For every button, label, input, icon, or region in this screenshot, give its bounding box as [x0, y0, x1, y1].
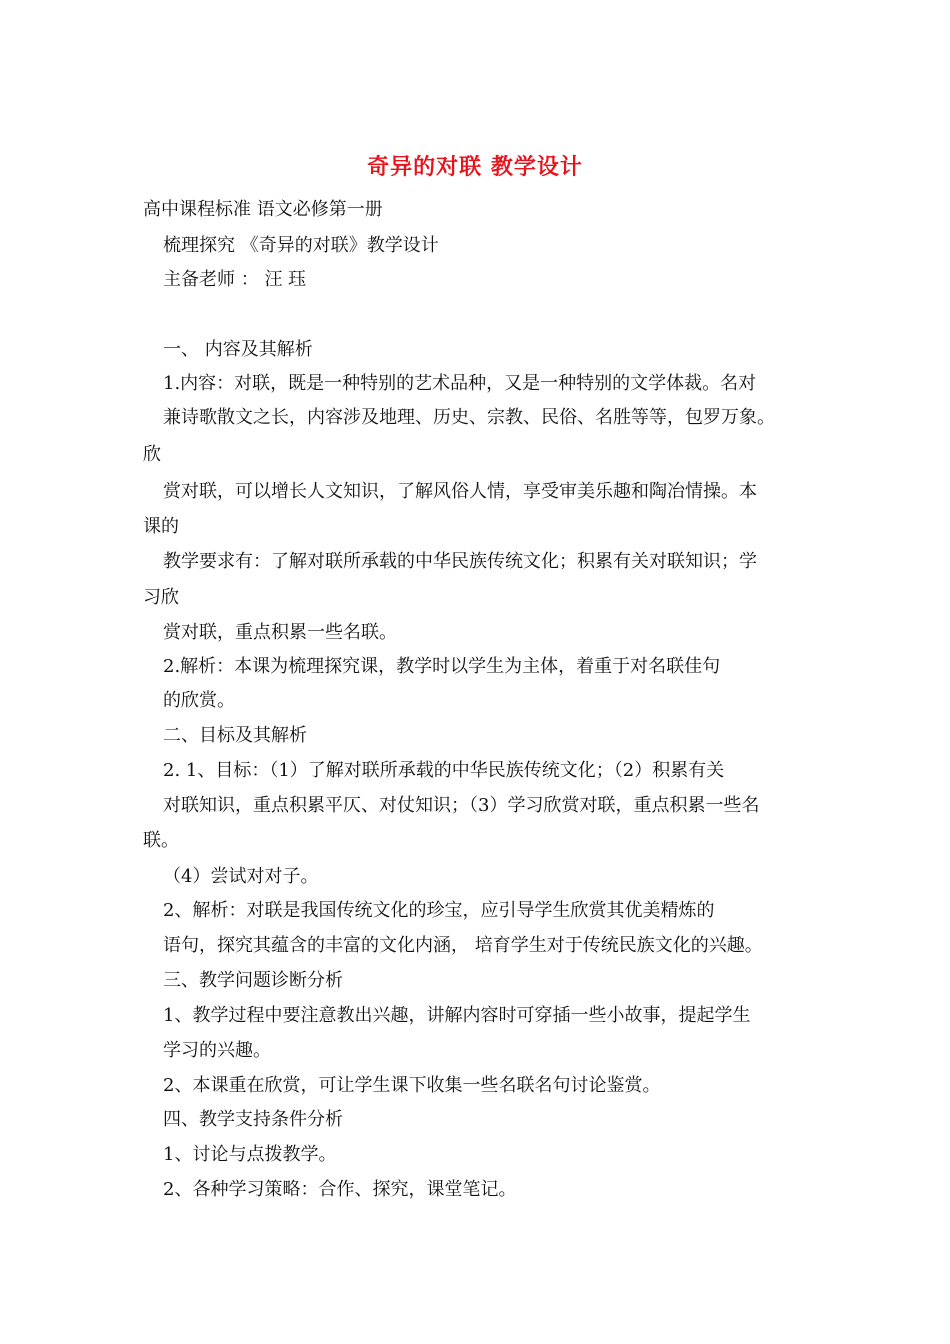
text-line: （4）尝试对对子。 — [163, 866, 319, 887]
text-line: 的欣赏。 — [163, 690, 235, 711]
text-line: 联。 — [143, 830, 179, 851]
text-line: 1、讨论与点拨教学。 — [163, 1144, 337, 1165]
section-heading: 一、 内容及其解析 — [163, 339, 313, 360]
text-line: 语句，探究其蕴含的丰富的文化内涵， 培育学生对于传统民族文化的兴趣。 — [163, 935, 763, 956]
text-line: 对联知识，重点积累平仄、对仗知识；（3）学习欣赏对联，重点积累一些名 — [163, 795, 760, 816]
text-line: 2.解析：本课为梳理探究课，教学时以学生为主体，着重于对名联佳句 — [163, 656, 721, 677]
section-heading: 三、教学问题诊断分析 — [163, 970, 343, 991]
text-line: 欣 — [143, 444, 161, 465]
text-line: 主备老师 ： 汪 珏 — [163, 269, 307, 290]
text-line: 1.内容：对联，既是一种特别的艺术品种，又是一种特别的文学体裁。名对 — [163, 373, 757, 394]
text-line: 2、本课重在欣赏，可让学生课下收集一些名联名句讨论鉴赏。 — [163, 1075, 661, 1096]
text-line: 高中课程标准 语文必修第一册 — [143, 199, 383, 220]
text-line: 2. 1、目标：（1）了解对联所承载的中华民族传统文化；（2）积累有关 — [163, 760, 725, 781]
section-heading: 二、目标及其解析 — [163, 725, 307, 746]
text-line: 课的 — [143, 516, 179, 537]
text-line: 梳理探究 《奇异的对联》教学设计 — [163, 235, 439, 256]
text-line: 1、教学过程中要注意教出兴趣，讲解内容时可穿插一些小故事，提起学生 — [163, 1005, 751, 1026]
document-title: 奇异的对联 教学设计 — [367, 154, 583, 180]
text-line: 赏对联，重点积累一些名联。 — [163, 622, 397, 643]
text-line: 赏对联，可以增长人文知识，了解风俗人情，享受审美乐趣和陶冶情操。本 — [163, 481, 757, 502]
text-line: 教学要求有：了解对联所承载的中华民族传统文化；积累有关对联知识；学 — [163, 551, 757, 572]
text-line: 2、解析：对联是我国传统文化的珍宝，应引导学生欣赏其优美精炼的 — [163, 900, 715, 921]
text-line: 学习的兴趣。 — [163, 1040, 271, 1061]
text-line: 2、各种学习策略：合作、探究，课堂笔记。 — [163, 1179, 517, 1200]
section-heading: 四、教学支持条件分析 — [163, 1109, 343, 1130]
text-line: 习欣 — [143, 587, 179, 608]
text-line: 兼诗歌散文之长，内容涉及地理、历史、宗教、民俗、名胜等等，包罗万象。 — [163, 407, 775, 428]
